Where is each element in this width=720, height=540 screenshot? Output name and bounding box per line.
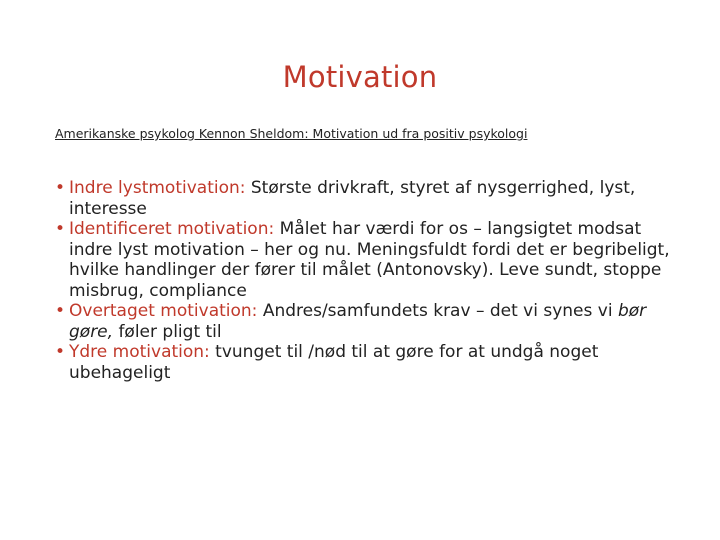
bullet-text: Andres/samfundets krav – det vi synes vi	[257, 301, 618, 321]
bullet-text: tvunget til /nød til at gøre for at undgå noget ubehageligt	[69, 342, 599, 383]
bullet-term: Indre lystmotivation:	[69, 178, 246, 198]
bullet-marker: •	[55, 342, 66, 362]
slide-title: Motivation	[282, 60, 438, 94]
bullet-item-ydre-motivation	[55, 342, 675, 383]
bullet-text: Største drivkraft, styret af nysgerrighed, lyst, interesse	[69, 178, 636, 219]
bullet-marker: •	[55, 301, 66, 321]
bullet-term: Identificeret motivation:	[69, 219, 275, 239]
bullet-item-identificeret-motivation	[55, 219, 675, 301]
bullet-marker: •	[55, 219, 66, 239]
slide-subtitle: Amerikanske psykolog Kennon Sheldom: Motivation ud fra positiv psykologi	[55, 126, 528, 141]
bullet-marker: •	[55, 178, 66, 198]
bullet-text: føler pligt til	[113, 321, 222, 342]
bullet-term: Overtaget motivation:	[69, 301, 258, 321]
bullet-emphasis: bør gøre,	[69, 301, 647, 342]
bullet-list	[55, 178, 675, 383]
bullet-item-indre-lystmotivation	[55, 178, 675, 219]
bullet-term: Ydre motivation:	[69, 342, 210, 362]
bullet-text: Målet har værdi for os – langsigtet modsat indre lyst motivation – her og nu. Meningsfuldt fordi det er begribeligt, hvilke handlinger der fører til målet (Antonovsky). Leve sundt, stoppe misbrug, compliance	[69, 219, 670, 301]
bullet-item-overtaget-motivation	[55, 301, 675, 342]
